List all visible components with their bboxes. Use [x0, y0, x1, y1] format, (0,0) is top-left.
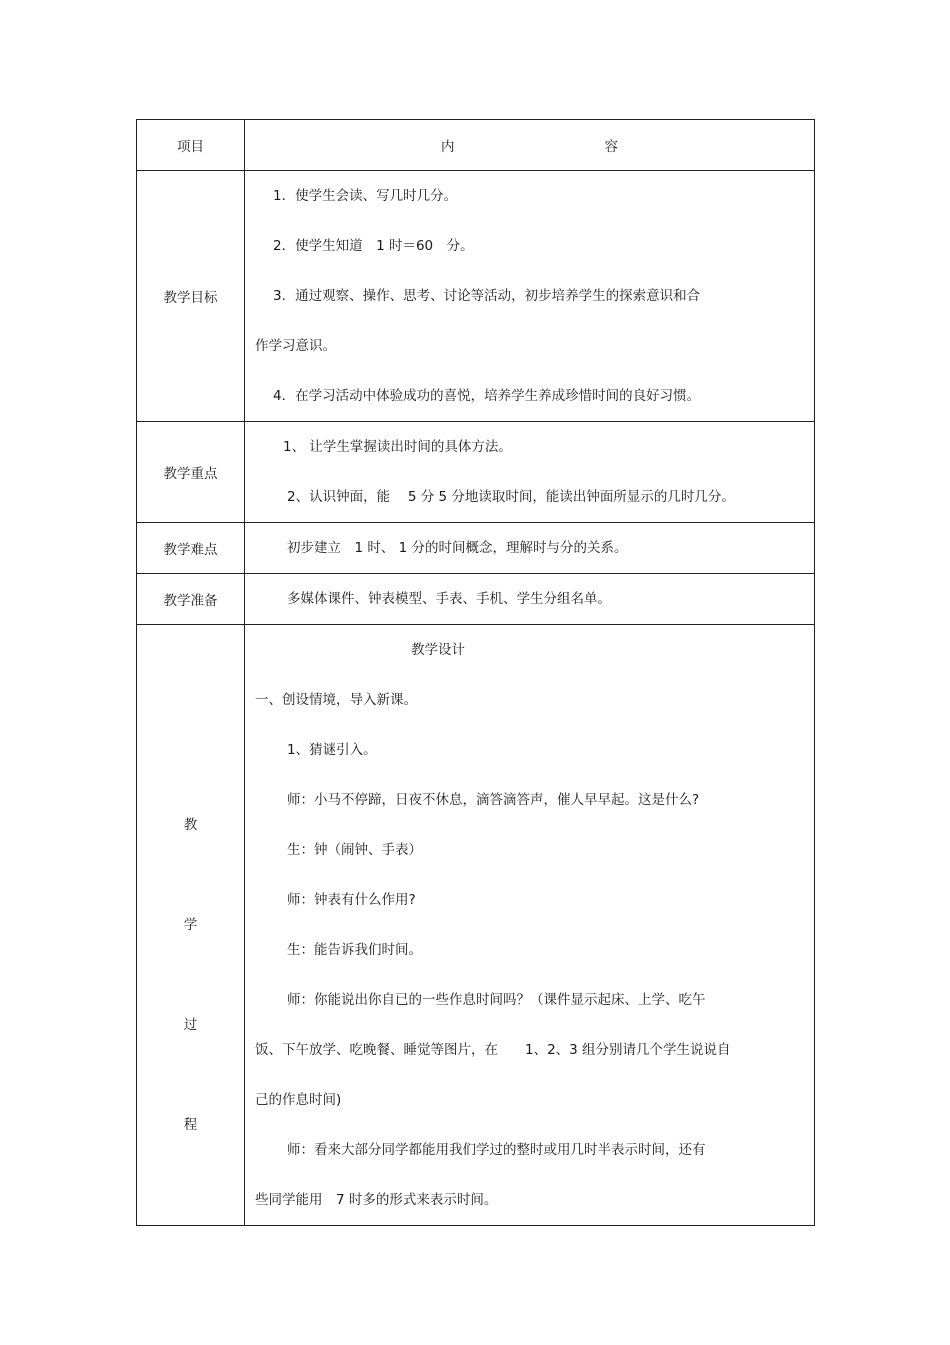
objectives-label: 教学目标 — [163, 290, 218, 306]
preparation-row — [137, 574, 815, 625]
objectives-row — [137, 171, 815, 422]
key-point-line: 1、 让学生掌握读出时间的具体方法。 — [283, 439, 512, 455]
objective-line: 1．使学生会读、写几时几分。 — [273, 188, 458, 204]
difficulties-text: 初步建立 1 时、 1 分的时间概念，理解时与分的关系。 — [287, 540, 628, 556]
process-line: 1、猜谜引入。 — [287, 742, 377, 758]
objective-line: 4．在学习活动中体验成功的喜悦，培养学生养成珍惜时间的良好习惯。 — [273, 388, 701, 404]
process-line: 些同学能用 7 时多的形式来表示时间。 — [255, 1192, 498, 1208]
process-line: 生：钟（闹钟、手表） — [287, 842, 422, 858]
preparation-content-cell — [245, 574, 815, 625]
objective-line: 3．通过观察、操作、思考、讨论等活动，初步培养学生的探索意识和合 — [273, 288, 701, 304]
key-points-label-cell — [137, 422, 245, 523]
process-line: 生：能告诉我们时间。 — [287, 942, 422, 958]
process-label-char: 教 — [183, 817, 198, 833]
process-line: 师：看来大部分同学都能用我们学过的整时或用几时半表示时间，还有 — [287, 1142, 706, 1158]
process-line: 师：小马不停蹄，日夜不休息，滴答滴答声，催人早早起。这是什么? — [287, 792, 700, 808]
lesson-plan-table — [136, 119, 815, 1226]
process-content-cell — [245, 625, 815, 1226]
header-content-char-1: 内 — [441, 139, 455, 155]
process-line: 饭、下午放学、吃晚餐、睡觉等图片，在 1、2、3 组分别请几个学生说说自 — [255, 1042, 731, 1058]
preparation-label: 教学准备 — [163, 593, 218, 609]
process-line: 己的作息时间) — [255, 1092, 342, 1108]
process-line: 师：钟表有什么作用? — [287, 892, 416, 908]
process-title: 教学设计 — [411, 642, 465, 658]
process-line: 师：你能说出你自已的一些作息时间吗？（课件显示起床、上学、吃午 — [287, 992, 706, 1008]
process-label-cell — [137, 625, 245, 1226]
header-content-cell — [245, 120, 815, 171]
objective-line: 作学习意识。 — [255, 338, 336, 354]
key-point-line: 2、认识钟面，能 5 分 5 分地读取时间，能读出钟面所显示的几时几分。 — [287, 489, 735, 505]
key-points-content-cell — [245, 422, 815, 523]
table-header-row — [137, 120, 815, 171]
header-item-label: 项目 — [177, 139, 204, 155]
difficulties-label: 教学难点 — [163, 542, 218, 558]
process-label-char: 学 — [183, 917, 198, 933]
header-content-char-2: 容 — [604, 139, 618, 155]
process-label-char: 程 — [183, 1117, 198, 1133]
objectives-label-cell — [137, 171, 245, 422]
difficulties-label-cell — [137, 523, 245, 574]
preparation-text: 多媒体课件、钟表模型、手表、手机、学生分组名单。 — [287, 591, 611, 607]
key-points-label: 教学重点 — [163, 466, 218, 482]
difficulties-content-cell — [245, 523, 815, 574]
objectives-content-cell — [245, 171, 815, 422]
objective-line: 2．使学生知道 1 时＝60 分。 — [273, 238, 474, 254]
process-line: 一、创设情境，导入新课。 — [255, 692, 417, 708]
key-points-row — [137, 422, 815, 523]
process-row — [137, 625, 815, 1226]
preparation-label-cell — [137, 574, 245, 625]
process-label-char: 过 — [183, 1017, 198, 1033]
header-item-cell — [137, 120, 245, 171]
difficulties-row — [137, 523, 815, 574]
